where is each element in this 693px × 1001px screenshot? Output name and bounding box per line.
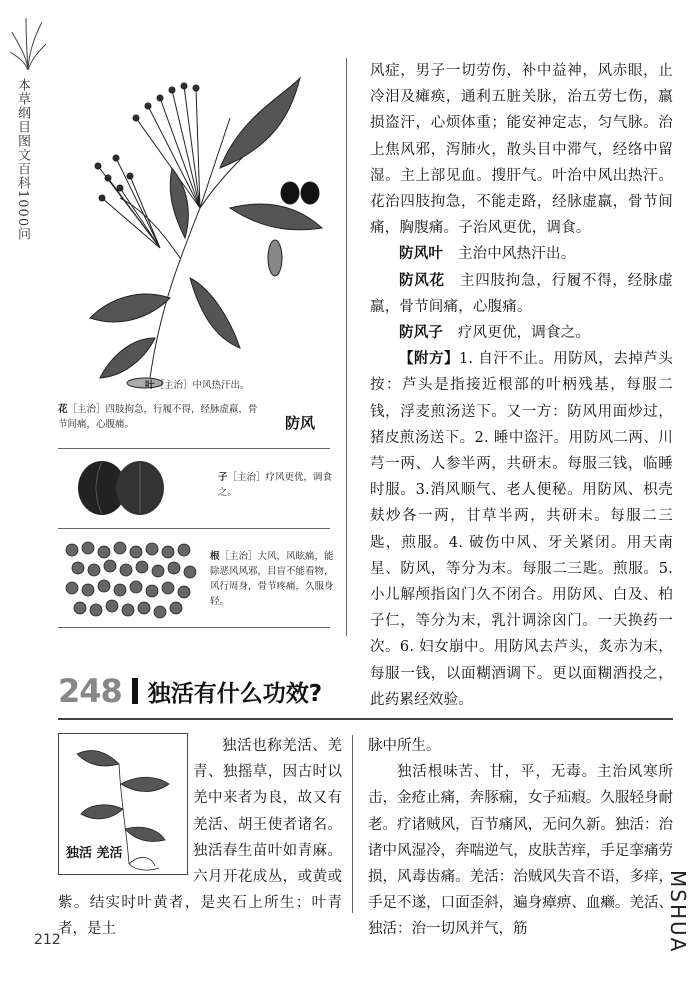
column-divider: [352, 735, 353, 913]
divider: [58, 627, 330, 628]
paragraph-flower: [370, 268, 673, 320]
root-caption-text: ［主治］大风，风眩痛，能除恶风风邪，目盲不能看物，风行周身，骨节疼痛，久服身轻。: [210, 551, 334, 607]
root-caption: [210, 549, 335, 609]
page-number: 212: [34, 932, 61, 948]
section-number: 248: [58, 672, 122, 710]
watermark: MSHUA: [666, 870, 690, 954]
term-formula: 【附方】: [399, 350, 459, 368]
paragraph: 独活也称羌活、羌青、独摇草，因古时以羌中来者为良，故又有羌活、胡王使者诸名。独活春生苗叶如青麻。六月开花成丛，或黄或紫。结实时叶黄者，是夹石上所生；叶青者，是土: [58, 738, 342, 938]
plant-name: 防风: [285, 414, 316, 432]
section-bar: [132, 678, 138, 704]
paragraph-formula: [370, 346, 673, 713]
section-title: 独活有什么功效?: [147, 680, 323, 707]
flower-caption-text: ［主治］四肢拘急，行履不得，经脉虚羸，骨节间痛，心腹痛。: [58, 404, 258, 430]
flower-caption: [58, 402, 263, 432]
root-caption-label: 根: [210, 551, 220, 562]
flower-text: 主四肢拘急，行履不得，经脉虚羸，骨节间痛，心腹痛。: [370, 272, 673, 315]
leaf-caption: [145, 378, 335, 393]
section-rule: [58, 718, 673, 720]
leaf-caption-text: ［主治］中风热汗出。: [154, 380, 250, 391]
leaf-caption-label: 叶: [145, 380, 155, 391]
root-slices-illustration: [62, 540, 202, 622]
paragraph-leaf: [370, 241, 673, 267]
right-column-text: [370, 58, 673, 713]
term-flower: 防风花: [399, 271, 445, 289]
paragraph: 风症，男子一切劳伤，补中益神，风赤眼，止冷泪及瘫痪，通利五脏关脉，治五劳七伤，羸损盗汗，心烦体重；能安神定志，匀气脉。治上焦风邪，泻肺火，散头目中滞气，经络中留湿。主上部见血。搜肝气。叶治中风出热汗。花治四肢拘急，不能走路，经脉虚羸，骨节间痛，胸腹痛。子治风更优，调食。: [370, 63, 673, 237]
series-title: 本草纲目图文百科1000问: [15, 78, 30, 242]
paragraph: 脉中所生。: [368, 738, 441, 754]
term-leaf: 防风叶: [399, 245, 444, 263]
section-right-text: [368, 733, 673, 943]
term-seed: 防风子: [399, 324, 444, 342]
divider: [58, 528, 330, 529]
seed-illustration: [70, 458, 180, 518]
seed-caption-label: 子: [218, 472, 228, 483]
paragraph: 独活根味苦、甘，平，无毒。主治风寒所击，金疮止痛，奔豚痫，女子疝瘕。久服轻身耐老。疗诸贼风，百节痛风，无问久新。独活：治诸中风湿冷，奔喘逆气，皮肤苦痒，手足挛痛劳损，风毒齿痛。羌活：治贼风失音不语，多痒，手足不遂，口面歪斜，遍身瘴痹、血癞。羌活、独活：治一切风并气，筋: [368, 764, 673, 938]
formula-text: 1. 自汗不止。用防风，去掉芦头按：芦头是指接近根部的叶柄残基，每服二钱，浮麦煎汤送下。又一方：防风用面炒过，猪皮煎汤送下。2. 睡中盗汗。用防风二两、川芎一两、人参半两，共研末。每服三钱，临睡时服。3.消风顺气、老人便秘。用防风、枳壳麸炒各一两，甘草半两，共研末。每服二三匙，煎服。4. 破伤中风、牙关紧闭。用天南星、防风，等分为末。每服二三匙。煎服。5. 小儿解颅指囟门久不闭合。用防风、白及、柏子仁，等分为末，乳汁调涂囟门。一天换药一次。6. 妇女崩中。用防风去芦头，炙赤为末，每服一钱，以面糊酒调下。更以面糊酒投之，此药累经效验。: [370, 351, 673, 708]
column-divider: [346, 58, 347, 636]
grass-logo-icon: [8, 14, 48, 72]
leaf-text: 主治中风热汗出。: [457, 246, 576, 263]
divider: [58, 448, 330, 449]
seed-caption-text: ［主治］疗风更优，调食之。: [218, 472, 333, 498]
seed-text: 疗风更优，调食之。: [457, 325, 591, 342]
duhuo-figure-label: 独活 羌活: [66, 846, 123, 861]
fangfeng-plant-illustration: [60, 58, 335, 393]
flower-caption-label: 花: [58, 404, 68, 415]
seed-caption: [218, 470, 333, 500]
section-header: [58, 672, 322, 710]
paragraph-seed: [370, 320, 673, 346]
